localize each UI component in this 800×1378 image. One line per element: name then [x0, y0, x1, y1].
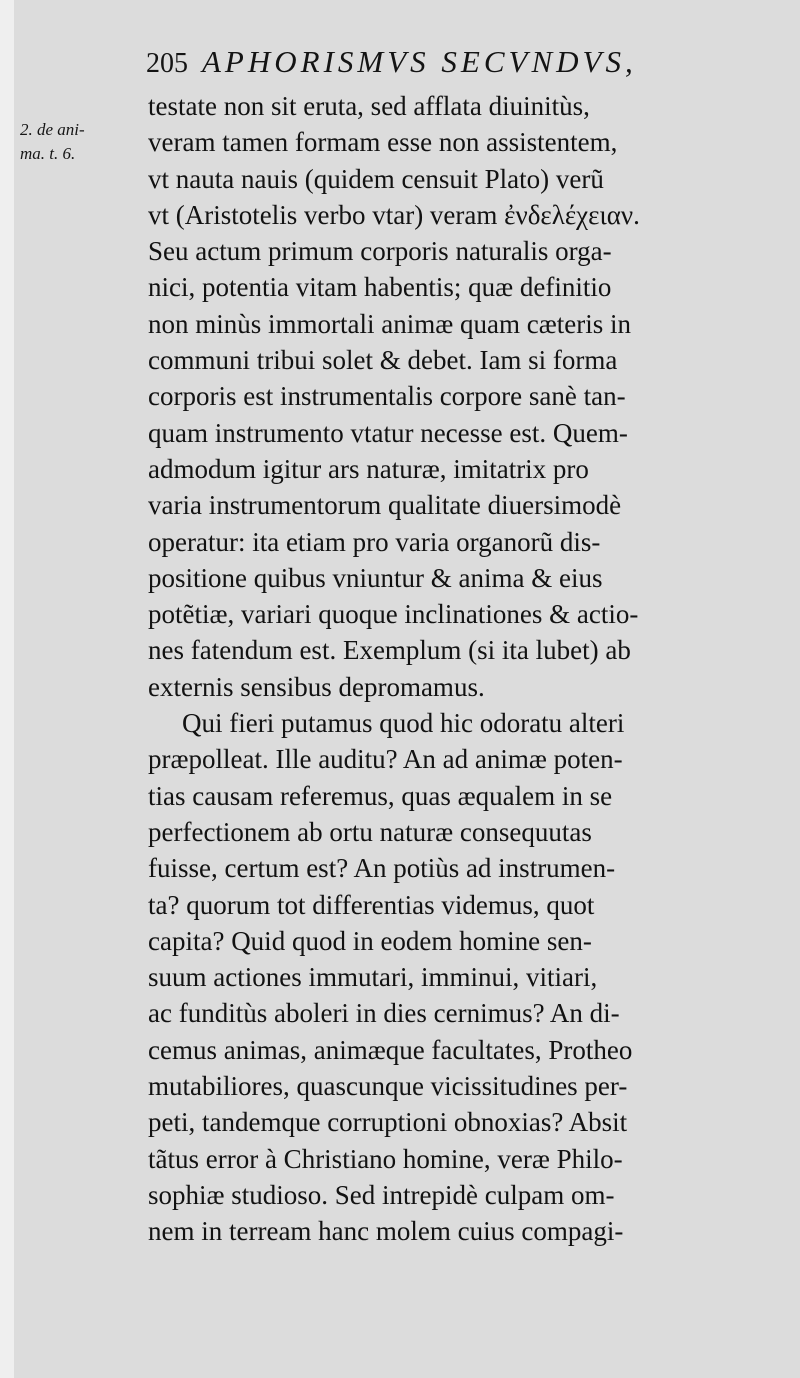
page-edge: [0, 0, 14, 1378]
text-line: præpolleat. Ille auditu? An ad animæ poten-: [148, 744, 623, 775]
text-line: mutabiliores, quascunque vicissitudines per-: [148, 1071, 628, 1102]
text-line: admodum igitur ars naturæ, imitatrix pro: [148, 453, 589, 484]
text-line: nes fatendum est. Exemplum (si ita lubet) ab: [148, 635, 631, 666]
text-line: quam instrumento vtatur necesse est. Quem-: [148, 417, 628, 448]
text-line: vt nauta nauis (quidem censuit Plato) verũ: [148, 163, 604, 194]
text-line: externis sensibus depromamus.: [148, 671, 485, 702]
running-title: APHORISMVS SECVNDVS,: [202, 44, 637, 79]
text-line: vt (Aristotelis verbo vtar) veram ἐνδελέχειαν.: [148, 199, 640, 230]
text-line: tãtus error à Christiano homine, veræ Philo-: [148, 1143, 623, 1174]
text-line: potẽtiæ, variari quoque inclinationes & actio-: [148, 599, 639, 630]
text-line: ta? quorum tot differentias videmus, quot: [148, 889, 595, 920]
text-line: suum actiones immutari, imminui, vitiari,: [148, 962, 598, 993]
page-header: [146, 44, 766, 90]
text-line: nici, potentia vitam habentis; quæ definitio: [148, 272, 612, 303]
text-line: corporis est instrumentalis corpore sanè tan-: [148, 381, 626, 412]
text-line: perfectionem ab ortu naturæ consequutas: [148, 816, 592, 847]
text-line: communi tribui solet & debet. Iam si forma: [148, 345, 618, 376]
margin-note-line: ma. t. 6.: [20, 144, 76, 163]
text-line: peti, tandemque corruptioni obnoxias? Absit: [148, 1107, 628, 1138]
text-line: testate non sit eruta, sed afflata diuinitùs,: [148, 91, 590, 121]
page-number: 205: [146, 48, 188, 79]
text-line: nem in terream hanc molem cuius compagi-: [148, 1216, 624, 1247]
text-line: sophiæ studioso. Sed intrepidè culpam om-: [148, 1179, 615, 1210]
text-line: Seu actum primum corporis naturalis orga-: [148, 236, 612, 267]
paragraph-first-line: Qui fieri putamus quod hic odoratu alteri: [182, 708, 625, 739]
text-line: veram tamen formam esse non assistentem,: [148, 127, 618, 158]
text-line: tias causam referemus, quas æqualem in se: [148, 780, 613, 811]
margin-note: [20, 118, 130, 166]
text-line: ac funditùs aboleri in dies cernimus? An di-: [148, 998, 620, 1029]
text-line: positione quibus vniuntur & anima & eius: [148, 562, 603, 593]
text-line: operatur: ita etiam pro varia organorũ dis-: [148, 526, 601, 557]
margin-note-line: 2. de ani-: [20, 120, 85, 139]
text-line: varia instrumentorum qualitate diuersimodè: [148, 490, 622, 521]
text-line: capita? Quid quod in eodem homine sen-: [148, 925, 592, 956]
text-line: cemus animas, animæque facultates, Protheo: [148, 1034, 633, 1065]
text-line: non minùs immortali animæ quam cæteris in: [148, 308, 631, 339]
text-line: fuisse, certum est? An potiùs ad instrumen-: [148, 853, 616, 884]
body-text: [148, 88, 762, 1250]
